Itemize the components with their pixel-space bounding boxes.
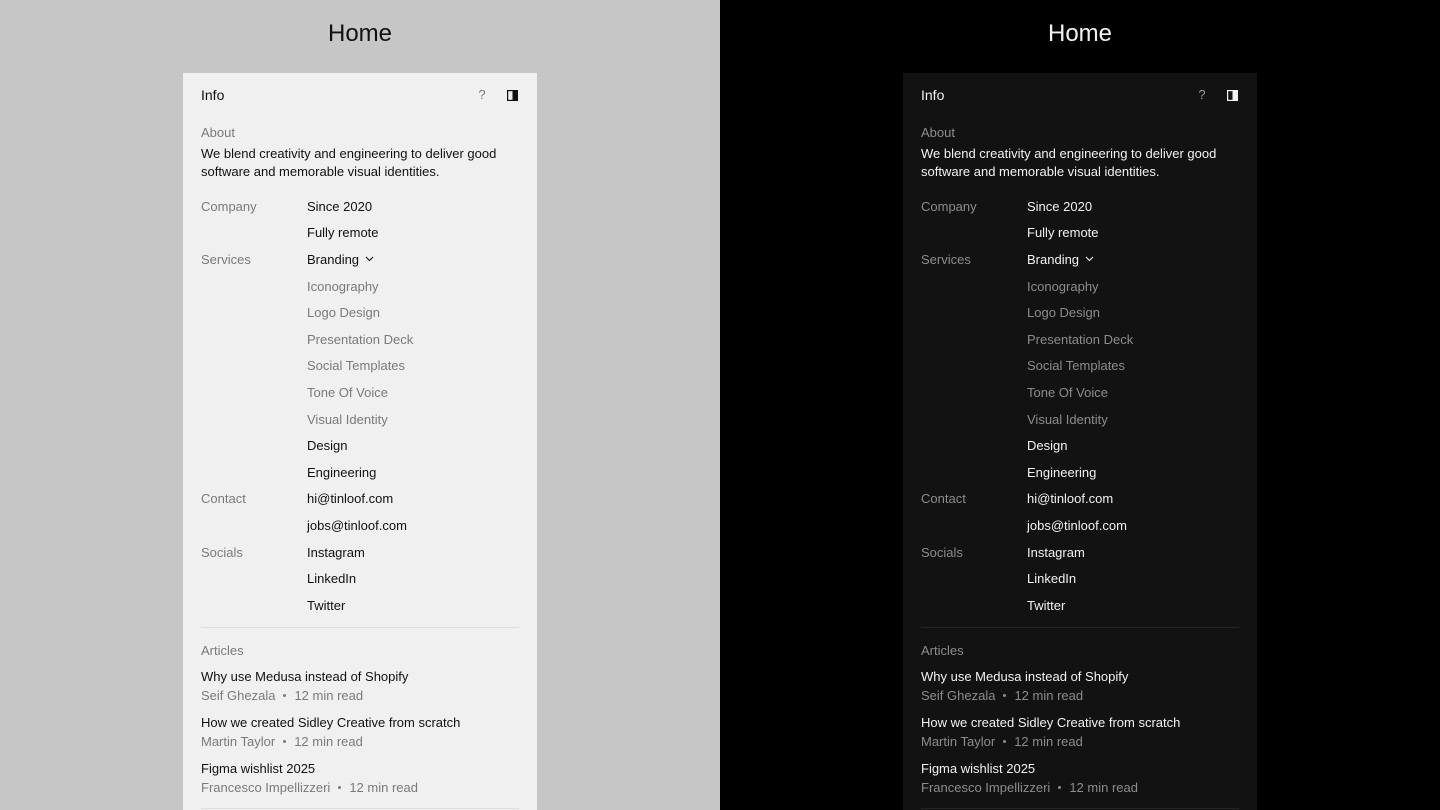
service-subitem[interactable]: Social Templates [1027, 358, 1126, 374]
article-read-time: 12 min read [1069, 779, 1138, 795]
article-item[interactable] [201, 714, 519, 752]
service-subitem[interactable]: Iconography [307, 278, 379, 294]
instagram-link[interactable]: Instagram [1027, 544, 1085, 560]
info-details [201, 193, 519, 619]
article-title: Figma wishlist 2025 [921, 760, 1036, 776]
instagram-link[interactable]: Instagram [307, 544, 365, 560]
about-text: We blend creativity and engineering to deliver good software and memorable visual identities. [201, 146, 497, 179]
service-subitem[interactable]: Tone Of Voice [1027, 384, 1108, 400]
article-title: How we created Sidley Creative from scratch [201, 714, 461, 730]
article-title: How we created Sidley Creative from scratch [921, 714, 1181, 730]
service-item-design[interactable]: Design [307, 438, 348, 454]
socials-row [921, 539, 1239, 566]
socials-row [201, 539, 519, 566]
socials-label: Socials [921, 544, 963, 560]
contact-label: Contact [201, 491, 246, 507]
service-item-design[interactable]: Design [1027, 438, 1068, 454]
twitter-link[interactable]: Twitter [1027, 597, 1066, 613]
article-read-time: 12 min read [294, 687, 364, 703]
services-label: Services [201, 251, 251, 267]
service-subitem[interactable]: Iconography [1027, 278, 1099, 294]
company-value: Since 2020 [1027, 198, 1093, 214]
separator-dot [1003, 740, 1006, 743]
article-author: Seif Ghezala [201, 687, 276, 703]
article-item[interactable] [921, 760, 1239, 798]
panel-header [201, 73, 519, 117]
service-subitem[interactable]: Presentation Deck [307, 331, 414, 347]
service-subitem[interactable]: Visual Identity [1027, 411, 1108, 427]
twitter-link[interactable]: Twitter [307, 597, 346, 613]
services-row [201, 246, 519, 273]
jobs-email-link[interactable]: jobs@tinloof.com [307, 517, 407, 533]
company-row [921, 193, 1239, 220]
chevron-down-icon [365, 256, 374, 262]
article-author: Francesco Impellizzeri [201, 779, 331, 795]
branding-label: Branding [307, 251, 360, 267]
info-panel [903, 73, 1257, 810]
contact-label: Contact [921, 491, 966, 507]
articles-label: Articles [201, 642, 244, 658]
separator-dot [338, 786, 341, 789]
article-title: Figma wishlist 2025 [201, 760, 316, 776]
company-value: Since 2020 [307, 198, 373, 214]
panel-title: Info [201, 87, 225, 103]
article-read-time: 12 min read [1014, 733, 1083, 749]
linkedin-link[interactable]: LinkedIn [1027, 571, 1077, 587]
page-title: Home [1047, 20, 1113, 47]
service-item-engineering[interactable]: Engineering [1027, 464, 1097, 480]
article-item[interactable] [921, 668, 1239, 706]
divider [921, 627, 1239, 628]
panel-title: Info [921, 87, 945, 103]
about-label: About [921, 125, 955, 140]
article-title: Why use Medusa instead of Shopify [921, 668, 1129, 684]
article-author: Francesco Impellizzeri [921, 779, 1051, 795]
article-read-time: 12 min read [294, 733, 363, 749]
divider [921, 808, 1239, 809]
company-label: Company [921, 198, 977, 214]
services-row [921, 246, 1239, 273]
separator-dot [1058, 786, 1061, 789]
article-read-time: 12 min read [1014, 687, 1084, 703]
services-label: Services [921, 251, 971, 267]
branding-label: Branding [1027, 251, 1080, 267]
panel-header [921, 73, 1239, 117]
article-item[interactable] [201, 668, 519, 706]
about-label: About [201, 125, 235, 140]
company-label: Company [201, 198, 257, 214]
help-icon[interactable]: ? [478, 87, 486, 102]
article-item[interactable] [921, 714, 1239, 752]
divider [201, 808, 519, 809]
article-author: Martin Taylor [201, 733, 276, 749]
page-title: Home [327, 20, 393, 47]
article-read-time: 12 min read [349, 779, 418, 795]
linkedin-link[interactable]: LinkedIn [307, 571, 357, 587]
service-subitem[interactable]: Presentation Deck [1027, 331, 1134, 347]
service-subitem[interactable]: Visual Identity [307, 411, 388, 427]
branding-dropdown[interactable] [1027, 252, 1094, 267]
contact-email-link[interactable]: hi@tinloof.com [1027, 491, 1114, 507]
service-item-engineering[interactable]: Engineering [307, 464, 377, 480]
dark-theme-view [720, 0, 1440, 810]
article-author: Seif Ghezala [921, 687, 996, 703]
info-details [921, 193, 1239, 619]
chevron-down-icon [1085, 256, 1094, 262]
separator-dot [283, 740, 286, 743]
articles-label: Articles [921, 642, 964, 658]
contact-email-link[interactable]: hi@tinloof.com [307, 491, 394, 507]
company-row [201, 193, 519, 220]
article-author: Martin Taylor [921, 733, 996, 749]
socials-label: Socials [201, 544, 243, 560]
service-subitem[interactable]: Tone Of Voice [307, 384, 388, 400]
article-title: Why use Medusa instead of Shopify [201, 668, 409, 684]
service-subitem[interactable]: Logo Design [1027, 305, 1100, 321]
service-subitem[interactable]: Social Templates [307, 358, 406, 374]
separator-dot [283, 694, 286, 697]
company-value: Fully remote [307, 225, 379, 241]
help-icon[interactable]: ? [1198, 87, 1206, 102]
contact-row [201, 486, 519, 513]
sidebar-toggle-icon[interactable] [505, 88, 519, 102]
service-subitem[interactable]: Logo Design [307, 305, 380, 321]
about-text: We blend creativity and engineering to deliver good software and memorable visual identities. [921, 146, 1217, 179]
divider [201, 627, 519, 628]
jobs-email-link[interactable]: jobs@tinloof.com [1027, 517, 1127, 533]
sidebar-toggle-icon[interactable] [1225, 88, 1239, 102]
contact-row [921, 486, 1239, 513]
info-panel [183, 73, 537, 810]
branding-dropdown[interactable] [307, 252, 374, 267]
company-value: Fully remote [1027, 225, 1099, 241]
separator-dot [1003, 694, 1006, 697]
article-item[interactable] [201, 760, 519, 798]
